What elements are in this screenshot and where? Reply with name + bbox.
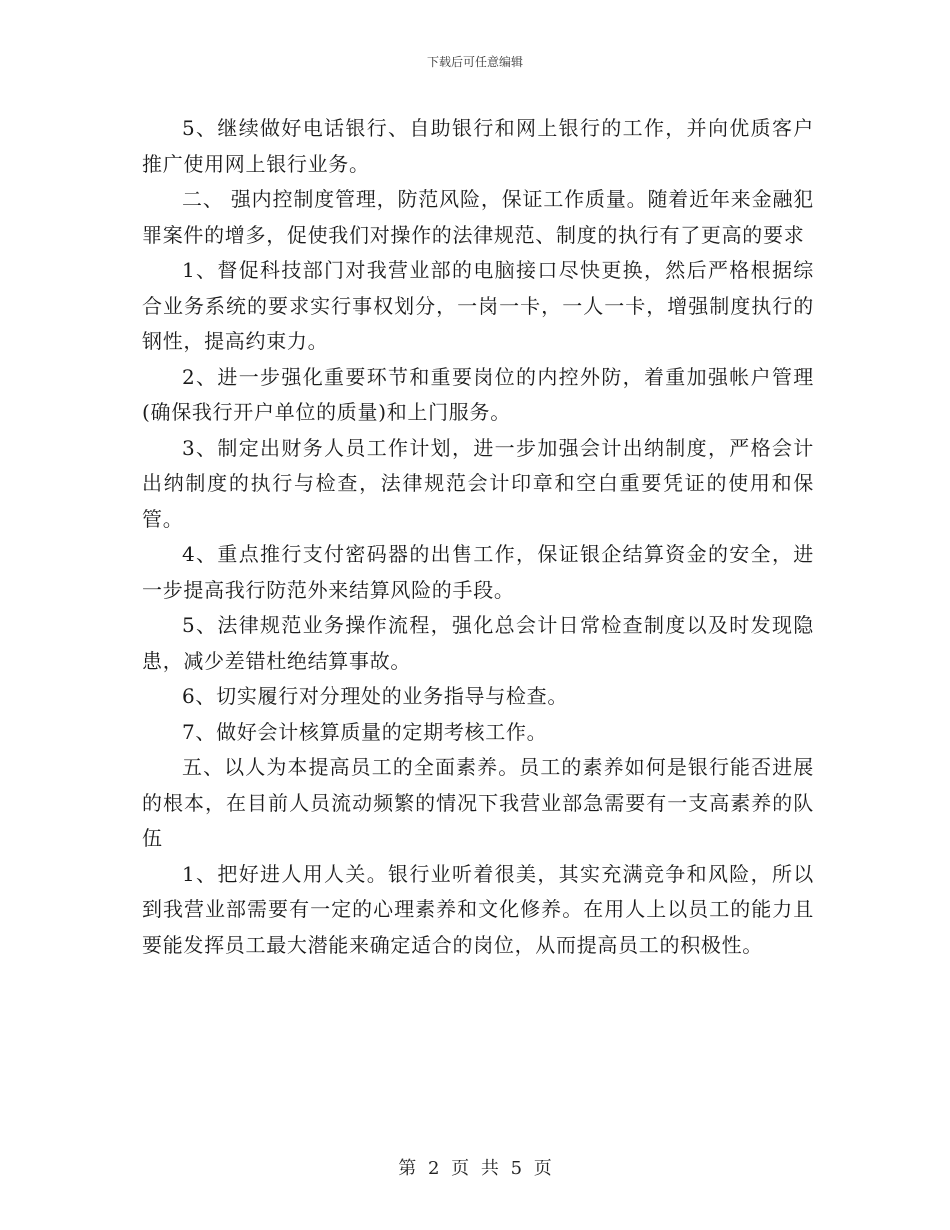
paragraph: 6、切实履行对分理处的业务指导与检查。 — [182, 684, 569, 708]
paragraph: 3、制定出财务人员工作计划，进一步加强会计出纳制度，严格会计出纳制度的执行与检查，法律规范会计印章和空白重要凭证的使用和保管。 — [142, 435, 814, 531]
page-number-footer: 第 2 页 共 5 页 — [398, 1158, 552, 1179]
paragraph: 1、督促科技部门对我营业部的电脑接口尽快更换，然后严格根据综合业务系统的要求实行事权划分，一岗一卡，一人一卡，增强制度执行的钢性，提高约束力。 — [142, 258, 814, 353]
paragraph: 4、重点推行支付密码器的出售工作，保证银企结算资金的安全，进一步提高我行防范外来结算风险的手段。 — [142, 542, 814, 602]
document-body — [142, 111, 814, 963]
paragraph: 7、做好会计核算质量的定期考核工作。 — [182, 719, 548, 744]
paragraph: 2、进一步强化重要环节和重要岗位的内控外防，着重加强帐户管理(确保我行开户单位的质量)和上门服务。 — [142, 364, 814, 424]
paragraph: 5、法律规范业务操作流程，强化总会计日常检查制度以及时发现隐患，减少差错杜绝结算事故。 — [142, 613, 814, 673]
paragraph: 1、把好进人用人关。银行业听着很美，其实充满竞争和风险，所以到我营业部需要有一定的心理素养和文化修养。在用人上以员工的能力且要能发挥员工最大潜能来确定适合的岗位，从而提高员工的积极性。 — [142, 861, 814, 957]
paragraph: 5、继续做好电话银行、自助银行和网上银行的工作，并向优质客户推广使用网上银行业务。 — [142, 116, 814, 176]
page-header: 下载后可任意编辑 — [426, 55, 523, 69]
section-heading-paragraph: 五、以人为本提高员工的全面素养。员工的素养如何是银行能否进展的根本，在目前人员流动频繁的情况下我营业部急需要有一支高素养的队伍 — [142, 755, 814, 850]
section-heading-paragraph: 二、 强内控制度管理，防范风险，保证工作质量。随着近年来金融犯罪案件的增多，促使我们对操作的法律规范、制度的执行有了更高的要求 — [142, 187, 814, 247]
